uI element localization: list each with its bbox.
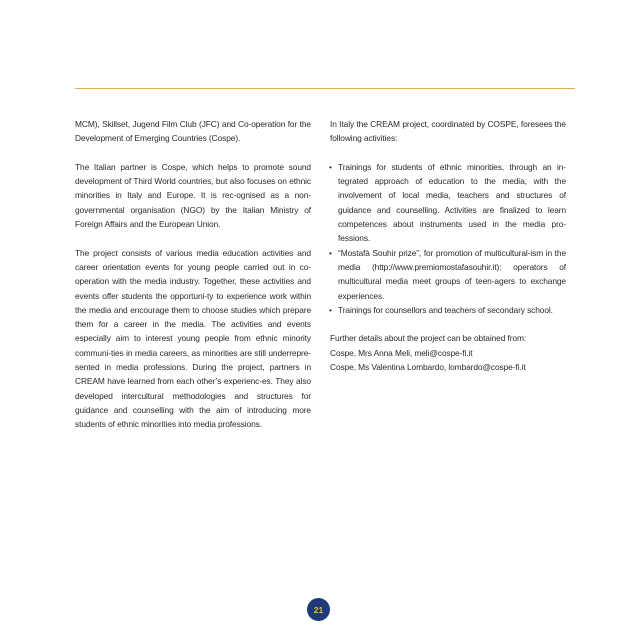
header-rule	[75, 88, 575, 89]
list-item	[330, 246, 566, 303]
left-paragraph-1: MCM), Skillset, Jugend Film Club (JFC) and Co-operation for the Development of Emerging Countries (Cospe).	[75, 119, 311, 144]
left-paragraph-2: The Italian partner is Cospe, which helps to promote sound development of Third World countries, but also focuses on ethnic minorities in Italy and Europe. It is rec-ognised as a non-governmental organisation (NGO) by the Italian Ministry of Foreign Affairs and the European Union.	[75, 161, 311, 230]
list-item-text: “Mostafà Souhir prize”, for promotion of multicultural-ism in the media (http://www.premiomostafasouhir.it): operators of multicultural media meet groups of teen-agers to exchange experiences.	[338, 247, 566, 301]
page-number-badge	[307, 598, 330, 621]
contact-line-1: Cospe, Mrs Anna Meli, meli@cospe-fi.it	[330, 347, 473, 358]
bullet-icon: •	[329, 247, 332, 258]
page-number: 21	[313, 604, 324, 615]
contact-line-2: Cospe, Ms Valentina Lombardo, lombardo@cospe-fi.it	[330, 362, 526, 373]
list-item-text: Trainings for students of ethnic minorities, through an in-tegrated approach of education to the media, with the involvement of local media, teachers and structures of guidance and counselling. Activities are finalized to learn competences about instruments used in the media pro-fessions.	[338, 161, 566, 244]
right-column	[330, 117, 566, 374]
activities-list	[330, 160, 566, 317]
left-column	[75, 117, 311, 446]
list-item-text: Trainings for counsellors and teachers of secondary school.	[338, 304, 553, 315]
details-intro: Further details about the project can be obtained from:	[330, 333, 527, 344]
right-intro: In Italy the CREAM project, coordinated by COSPE, foresees the following activities:	[330, 119, 566, 144]
bullet-icon: •	[329, 304, 332, 315]
list-item	[330, 303, 566, 317]
list-item	[330, 160, 566, 246]
left-paragraph-3: The project consists of various media education activities and career orientation events for young people carried out in co-operation with the media industry. Together, these activities and events offer students the opportuni-ty to experience work within the media and encourage them to choose studies which prepare them for a career in the media. The activities and events especially aim to interest young people from ethnic minority communi-ties in media careers, as minorities are still underrepre-sented in media professions. During the project, partners in CREAM have learned from each other’s experienc-es. They also developed intercultural methodologies and structures for guidance and counselling with the aim of introducing more students of ethnic minorities into media professions.	[75, 247, 311, 430]
bullet-icon: •	[329, 161, 332, 172]
